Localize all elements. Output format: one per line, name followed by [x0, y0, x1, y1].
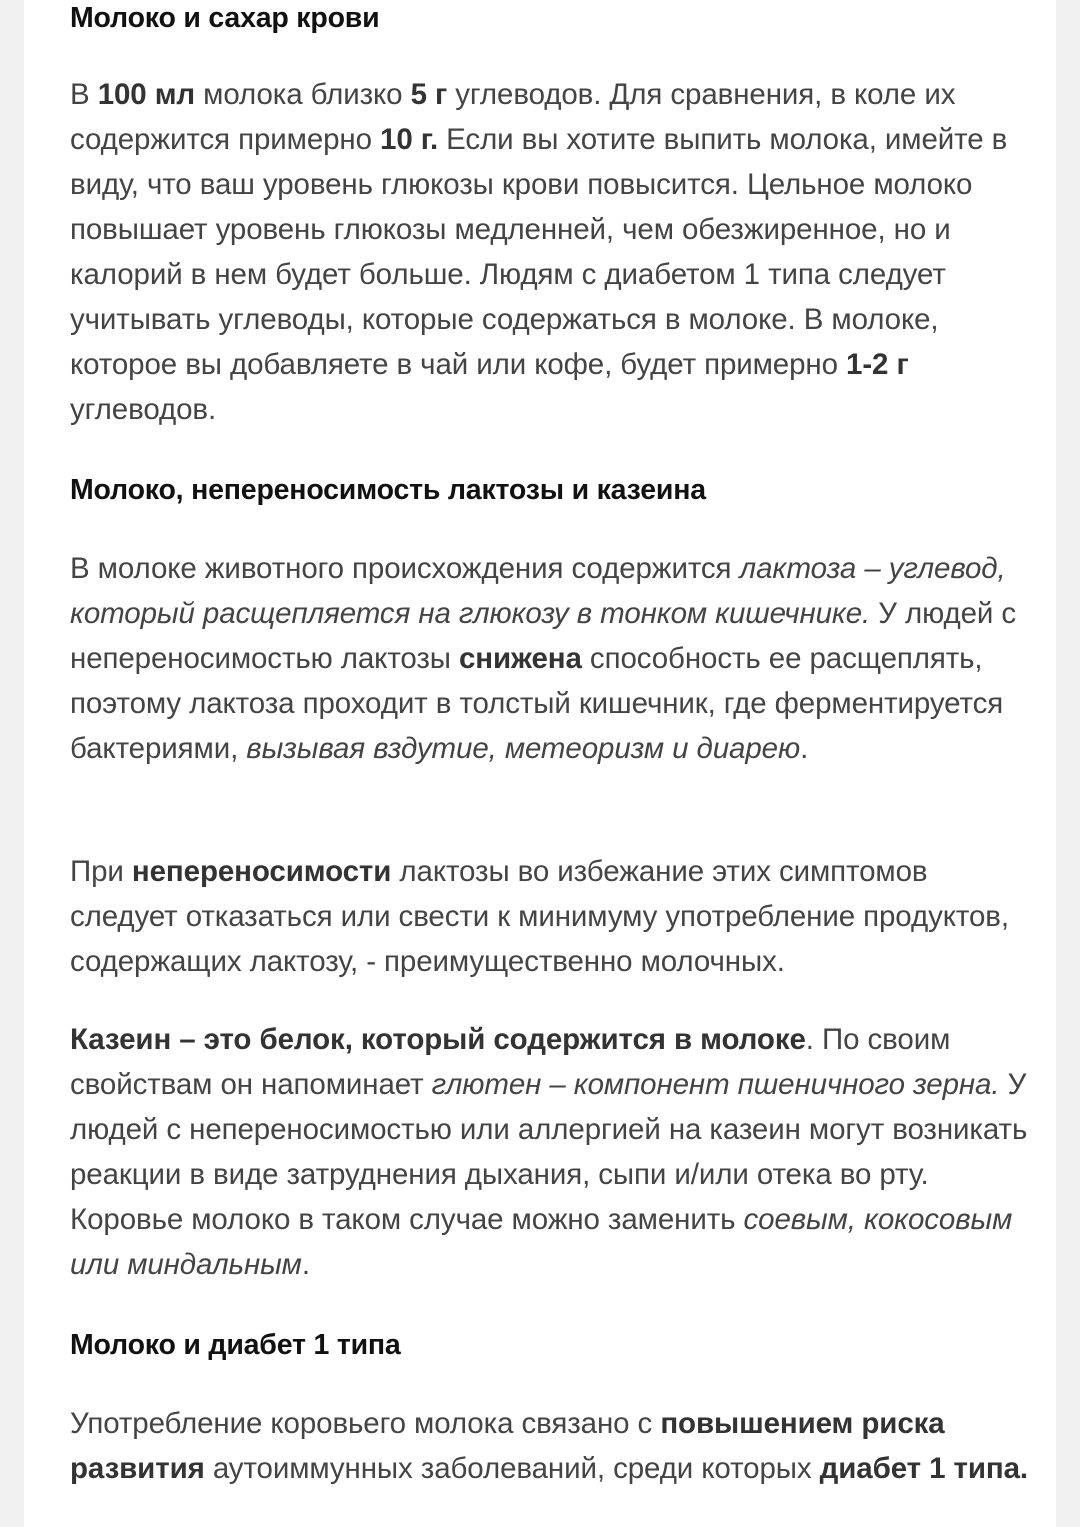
heading-lactose-casein: Молоко, непереносимость лактозы и казеина	[70, 474, 706, 506]
text-run: . По своим свойствам он напоминает	[70, 1023, 951, 1101]
text-run: молока близко	[195, 78, 411, 111]
text-run: При	[70, 855, 132, 888]
italic-run: лактоза – углевод, который расщепляется на глюкозу в тонком кишечнике.	[70, 552, 1006, 630]
paragraph-casein	[70, 1017, 1040, 1287]
text-run: .	[800, 732, 809, 765]
text-run: способность ее расщеплять, поэтому лактоза проходит в толстый кишечник, где ферментируется бактериями,	[70, 642, 1004, 765]
text-run: аутоиммунных заболеваний, среди которых	[204, 1452, 820, 1485]
bold-run: диабет 1 типа.	[819, 1452, 1028, 1485]
bold-run: снижена	[459, 642, 582, 675]
text-run: У людей с непереносимостью или аллергией на казеин могут возникать реакции в виде затруднения дыхания, сыпи и/или отека во рту. Коровье молоко в таком случае можно заменить	[70, 1068, 1028, 1236]
heading-milk-diabetes-type1: Молоко и диабет 1 типа	[70, 1329, 401, 1361]
text-run: лактозы во избежание этих симптомов следует отказаться или свести к минимуму употребление продуктов, содержащих лактозу, - преимущественно молочных.	[70, 855, 1009, 978]
text-run: В молоке животного происхождения содержится	[70, 552, 740, 585]
bold-run: 10 г.	[380, 123, 439, 156]
article-card	[24, 0, 1056, 1527]
bold-run: 100 мл	[97, 78, 196, 111]
bold-run: 5 г	[410, 78, 448, 111]
text-run: углеводов.	[70, 393, 217, 426]
text-run: углеводов. Для сравнения, в коле их содержится примерно	[70, 78, 956, 156]
paragraph-lactose-intolerance	[70, 849, 1040, 984]
bold-run: повышением риска развития	[70, 1407, 945, 1485]
paragraph-diabetes-risk	[70, 1401, 1040, 1491]
paragraph-milk-carbs	[70, 72, 1040, 432]
bold-run: непереносимости	[131, 855, 392, 888]
bold-run: 1-2 г	[846, 348, 909, 381]
text-run: Употребление коровьего молока связано с	[70, 1407, 661, 1440]
bold-run: Казеин – это белок, который содержится в молоке	[70, 1023, 806, 1056]
italic-run: соевым, кокосовым или миндальным	[70, 1203, 1013, 1281]
paragraph-lactose	[70, 546, 1040, 771]
text-run: В	[70, 78, 98, 111]
text-run: У людей с непереносимостью лактозы	[70, 597, 1017, 675]
text-run: .	[301, 1248, 310, 1281]
heading-milk-blood-sugar: Молоко и сахар крови	[70, 2, 380, 34]
italic-run: глютен – компонент пшеничного зерна.	[431, 1068, 1000, 1101]
text-run: Если вы хотите выпить молока, имейте в виду, что ваш уровень глюкозы крови повысится. Цельное молоко повышает уровень глюкозы медленней, чем обезжиренное, но и калорий в нем будет больше. Людям с диабетом 1 типа следует учитывать углеводы, которые содержаться в молоке. В молоке, которое вы добавляете в чай или кофе, будет примерно	[70, 123, 1008, 381]
italic-run: вызывая вздутие, метеоризм и диарею	[246, 732, 801, 765]
